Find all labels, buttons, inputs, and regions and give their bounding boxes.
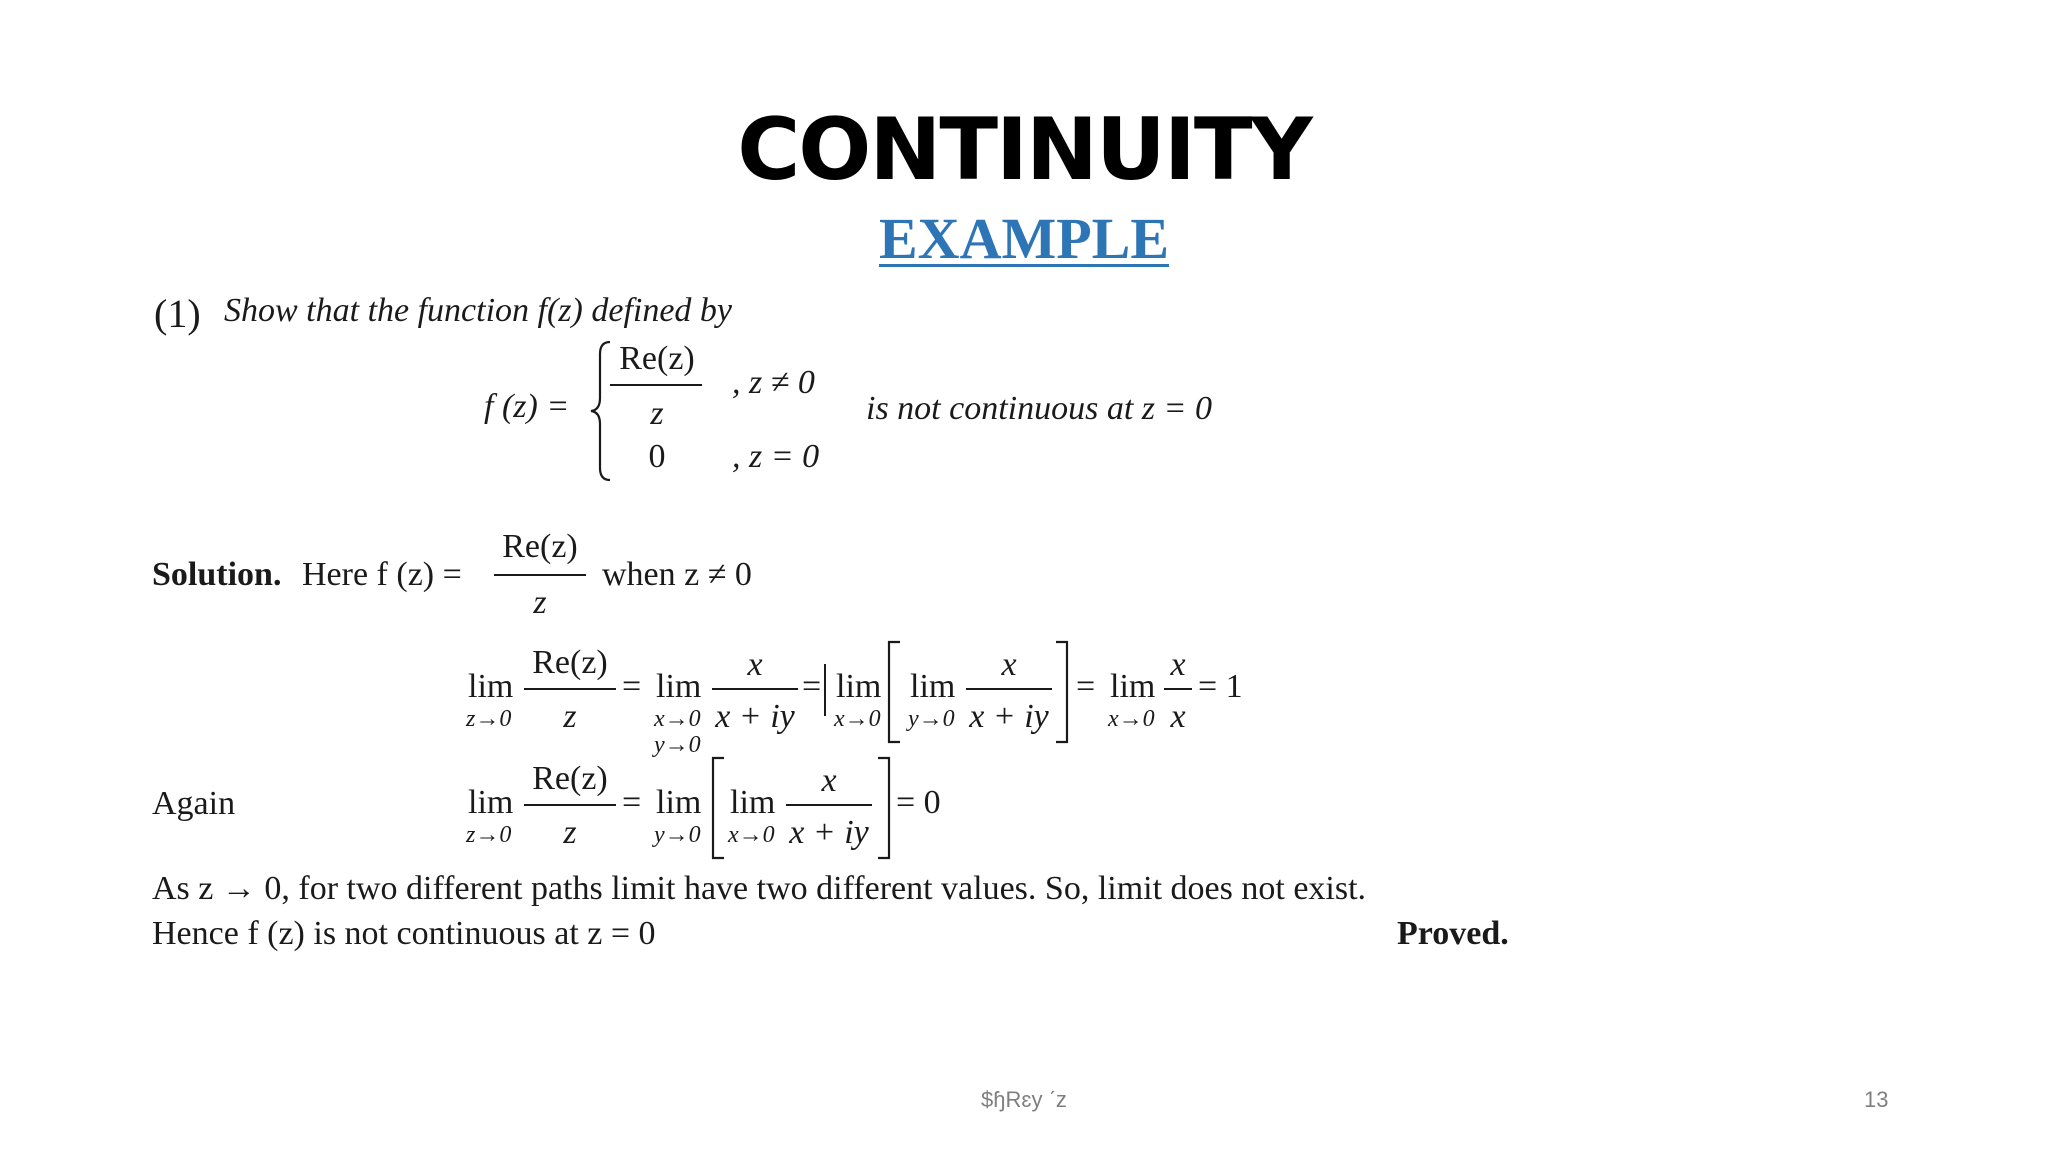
lim-subscript-x: x→0	[834, 706, 881, 732]
fraction-bar	[524, 688, 616, 690]
fraction-denominator: x + iy	[969, 698, 1049, 735]
left-bracket-icon	[710, 756, 726, 860]
fraction-denominator: x + iy	[789, 814, 869, 851]
case2-value: 0	[648, 438, 666, 475]
again-label: Again	[152, 785, 236, 822]
case2-condition: , z = 0	[732, 438, 820, 475]
proved-label: Proved.	[1397, 915, 1509, 952]
fraction-bar	[712, 688, 798, 690]
lim-label: lim	[468, 784, 514, 821]
equation-result: = 0	[896, 784, 941, 821]
solution-fraction-bar	[494, 574, 586, 576]
lim-label: lim	[468, 668, 514, 705]
lim-subscript-y: y→0	[654, 732, 701, 758]
equals-sign: =	[1076, 668, 1096, 705]
lim-label: lim	[836, 668, 882, 705]
fraction-numerator: x	[1001, 646, 1017, 683]
case1-numerator: Re(z)	[619, 340, 695, 377]
lim-label: lim	[730, 784, 776, 821]
fraction-bar	[786, 804, 872, 806]
solution-label: Solution.	[152, 556, 282, 593]
vertical-bar	[824, 664, 826, 716]
fraction-numerator: Re(z)	[532, 644, 608, 681]
fraction-denominator: z	[563, 698, 577, 735]
slide-subtitle: EXAMPLE	[879, 206, 1169, 271]
right-bracket-icon	[876, 756, 892, 860]
lim-subscript-x: x→0	[728, 822, 775, 848]
problem-text: Show that the function f(z) defined by	[224, 292, 733, 329]
fraction-bar	[524, 804, 616, 806]
lim-subscript-x: x→0	[1108, 706, 1155, 732]
case1-condition: , z ≠ 0	[732, 364, 815, 401]
solution-here: Here f (z) =	[302, 556, 462, 593]
footer-author: $ɧRɛy ˊz	[981, 1087, 1067, 1112]
fraction-denominator: x + iy	[715, 698, 795, 735]
slide-title: CONTINUITY	[737, 100, 1311, 200]
lim-subscript-y: y→0	[654, 822, 701, 848]
lim-label: lim	[656, 668, 702, 705]
case1-denominator: z	[650, 395, 664, 432]
lim-subscript: z→0	[466, 706, 512, 732]
fraction-numerator: Re(z)	[532, 760, 608, 797]
right-bracket-icon	[1054, 640, 1070, 744]
solution-when: when z ≠ 0	[602, 556, 752, 593]
fraction-bar	[1164, 688, 1192, 690]
case1-fraction-bar	[610, 384, 702, 386]
solution-numerator: Re(z)	[502, 528, 578, 565]
fraction-denominator: z	[563, 814, 577, 851]
fraction-bar	[966, 688, 1052, 690]
solution-denominator: z	[533, 584, 547, 621]
equation-result: = 1	[1198, 668, 1243, 705]
lim-label: lim	[1110, 668, 1156, 705]
conclusion-line-2: Hence f (z) is not continuous at z = 0	[152, 915, 656, 952]
lim-label: lim	[910, 668, 956, 705]
lim-subscript-y: y→0	[908, 706, 955, 732]
page-number: 13	[1864, 1087, 1889, 1112]
fraction-numerator: x	[747, 646, 763, 683]
equals-sign: =	[622, 784, 642, 821]
conclusion-line-1: As z → 0, for two different paths limit have two different values. So, limit does not exist.	[152, 870, 1367, 907]
equals-sign: =	[802, 668, 822, 705]
fraction-numerator: x	[1170, 646, 1186, 683]
equals-sign: =	[622, 668, 642, 705]
fraction-numerator: x	[821, 762, 837, 799]
definition-lhs: f (z) =	[484, 388, 570, 425]
fraction-denominator: x	[1170, 698, 1186, 735]
lim-subscript: z→0	[466, 822, 512, 848]
lim-subscript-x: x→0	[654, 706, 701, 732]
continuity-claim: is not continuous at z = 0	[866, 390, 1212, 427]
problem-number: (1)	[154, 291, 201, 336]
left-bracket-icon	[886, 640, 902, 744]
lim-label: lim	[656, 784, 702, 821]
